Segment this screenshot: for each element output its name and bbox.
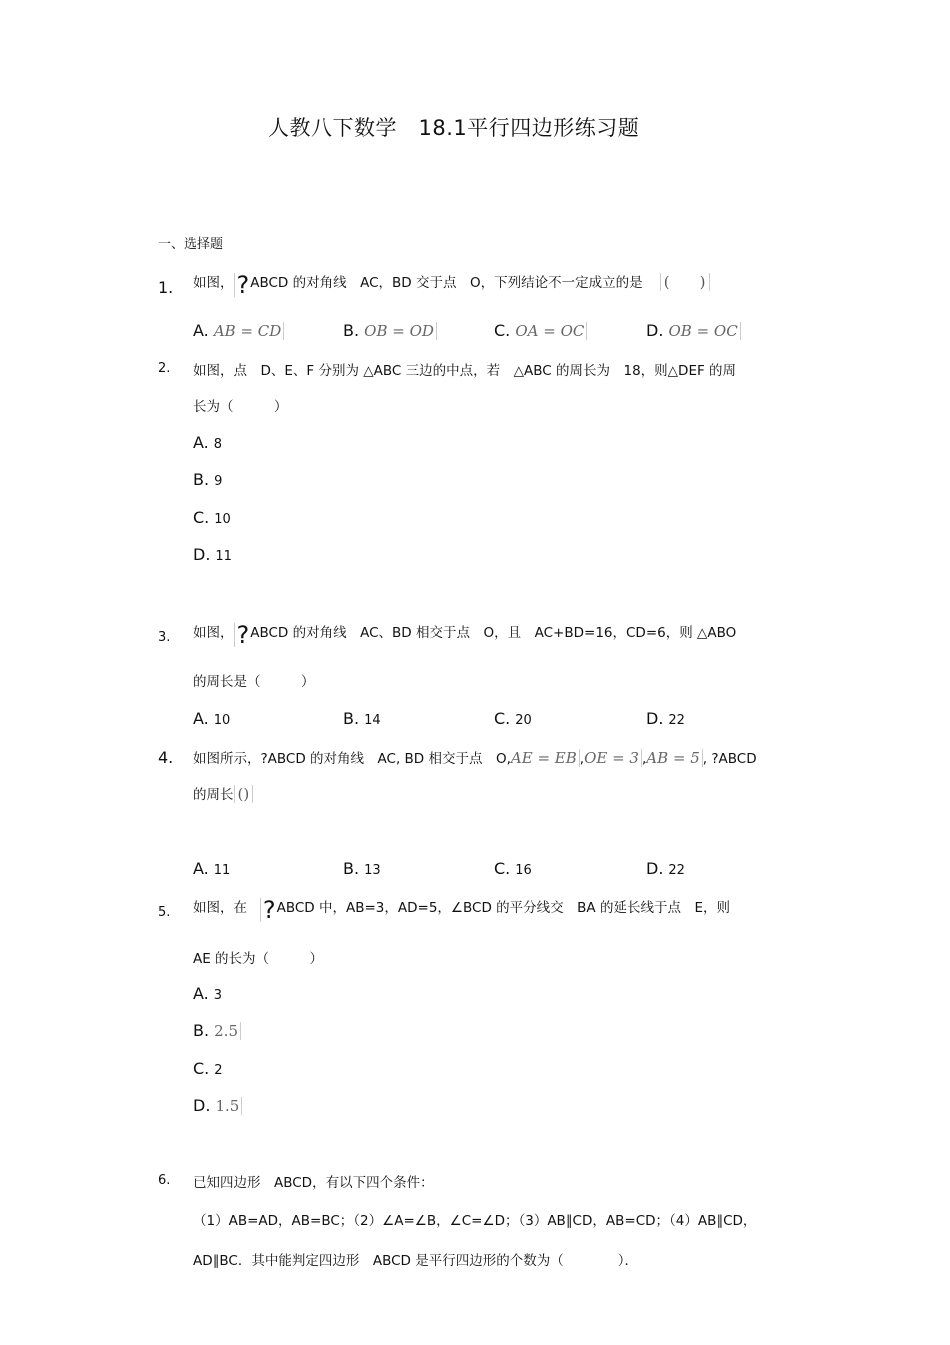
- q1-option-a: [193, 321, 284, 340]
- option-label: A.: [193, 709, 209, 728]
- option-label: D.: [646, 709, 664, 728]
- q3-option-c: [494, 709, 532, 728]
- q4-option-b: [343, 859, 381, 878]
- option-label: D.: [646, 859, 664, 878]
- q4-math-oe: OE = 3: [584, 749, 642, 767]
- q2-option-c: [193, 508, 231, 527]
- q2-option-d: [193, 545, 232, 564]
- option-math: AB = CD: [214, 322, 284, 340]
- q5-option-b: [193, 1021, 241, 1040]
- option-value: 22: [668, 863, 685, 878]
- q4-answer-paren: (): [234, 785, 254, 803]
- q3-option-b: [343, 709, 381, 728]
- q5-stem-line2: AE 的长为（ ）: [193, 951, 324, 967]
- q3-stem-prefix: 如图，: [193, 625, 234, 641]
- option-math: 2.5: [214, 1022, 241, 1040]
- q6-stem-line1: 已知四边形 ABCD，有以下四个条件：: [193, 1175, 434, 1191]
- option-math: OB = OC: [669, 322, 741, 340]
- option-value: 9: [214, 474, 223, 489]
- option-value: 20: [515, 713, 532, 728]
- q4-option-d: [646, 859, 685, 878]
- q1-option-c: [494, 321, 587, 340]
- q5-number: 5.: [158, 905, 171, 920]
- option-math: 1.5: [216, 1097, 243, 1115]
- q6-number: 6.: [158, 1173, 171, 1188]
- option-label: A.: [193, 433, 209, 452]
- option-math: OA = OC: [515, 322, 587, 340]
- q2-number: 2.: [158, 361, 171, 376]
- q1-stem-text: ABCD 的对角线 AC，BD 交于点 O，下列结论不一定成立的是: [250, 275, 643, 291]
- option-value: 13: [364, 863, 381, 878]
- option-value: 8: [213, 437, 223, 452]
- option-value: 10: [214, 512, 231, 527]
- q4-stem: 如图所示，?ABCD 的对角线 AC, BD 相交于点 O,AE = EB ,OE = 3 ,AB = 5 , ?ABCD: [193, 749, 757, 767]
- option-value: 10: [213, 713, 231, 728]
- option-value: 16: [515, 863, 532, 878]
- option-label: B.: [343, 321, 360, 340]
- q3-stem: [193, 621, 736, 647]
- q6-stem-line3: AD∥BC．其中能判定四边形 ABCD 是平行四边形的个数为（ ）．: [193, 1253, 638, 1269]
- q5-option-a: [193, 984, 222, 1003]
- option-label: B.: [343, 859, 360, 878]
- q6-stem-line2: （1）AB=AD，AB=BC；（2）∠A=∠B，∠C=∠D；（3）AB∥CD，AB=CD；（4）AB∥CD，: [193, 1213, 757, 1229]
- option-value: 11: [213, 863, 231, 878]
- q3-stem-line2: 的周长是（ ）: [193, 674, 315, 690]
- option-label: C.: [193, 508, 210, 527]
- option-value: 14: [364, 713, 381, 728]
- q3-number: 3.: [158, 630, 171, 645]
- option-label: A.: [193, 859, 209, 878]
- option-label: C.: [494, 709, 511, 728]
- q1-number: 1.: [158, 278, 174, 297]
- q4-number: 4.: [158, 748, 174, 767]
- q1-option-d: [646, 321, 741, 340]
- option-label: A.: [193, 321, 209, 340]
- option-label: B.: [193, 1021, 210, 1040]
- q4-math-ae-eb: AE = EB: [511, 749, 580, 767]
- q4-stem-text: 如图所示，?ABCD 的对角线 AC, BD 相交于点 O,: [193, 751, 511, 767]
- q5-stem-text: ABCD 中，AB=3，AD=5，∠BCD 的平分线交 BA 的延长线于点 E，则: [276, 900, 730, 916]
- option-value: 2: [214, 1063, 223, 1078]
- option-value: 3: [213, 988, 223, 1003]
- parallelogram-symbol: ?: [234, 623, 250, 647]
- q4-stem-tail: , ?ABCD: [702, 751, 757, 767]
- q5-option-c: [193, 1059, 223, 1078]
- q4-stem-line2: [193, 783, 253, 803]
- parallelogram-symbol: ?: [260, 898, 276, 922]
- q5-stem-prefix: 如图，在: [193, 900, 247, 916]
- q1-option-b: [343, 321, 437, 340]
- section-heading: 一、选择题: [158, 237, 224, 252]
- option-math: OB = OD: [364, 322, 437, 340]
- q5-option-d: [193, 1096, 242, 1115]
- q3-stem-text: ABCD 的对角线 AC、BD 相交于点 O，且 AC+BD=16，CD=6，则 △ABO: [250, 625, 737, 641]
- option-value: 22: [668, 713, 685, 728]
- option-label: D.: [193, 545, 211, 564]
- q2-option-a: [193, 433, 222, 452]
- option-label: B.: [193, 470, 210, 489]
- q3-option-d: [646, 709, 685, 728]
- page-title: 人教八下数学 18.1平行四边形练习题: [268, 116, 640, 140]
- parallelogram-symbol: ?: [234, 273, 250, 297]
- q3-option-a: [193, 709, 230, 728]
- q4-stem-line2-text: 的周长: [193, 787, 234, 803]
- option-label: C.: [494, 859, 511, 878]
- q2-option-b: [193, 470, 222, 489]
- q2-stem-line1: 如图，点 D、E、F 分别为 △ABC 三边的中点，若 △ABC 的周长为 18，则△DEF 的周: [193, 363, 737, 379]
- option-label: D.: [646, 321, 664, 340]
- q1-stem: [193, 271, 710, 297]
- option-label: C.: [193, 1059, 210, 1078]
- q1-answer-paren: ( ): [660, 273, 710, 291]
- option-label: A.: [193, 984, 209, 1003]
- option-value: 11: [215, 549, 232, 564]
- q2-stem-line2: 长为（ ）: [193, 399, 288, 415]
- q4-math-ab: AB = 5: [646, 749, 703, 767]
- q1-stem-prefix: 如图，: [193, 275, 234, 291]
- option-label: C.: [494, 321, 511, 340]
- q5-stem: [193, 896, 730, 922]
- option-label: B.: [343, 709, 360, 728]
- option-label: D.: [193, 1096, 211, 1115]
- q4-option-c: [494, 859, 532, 878]
- q4-option-a: [193, 859, 230, 878]
